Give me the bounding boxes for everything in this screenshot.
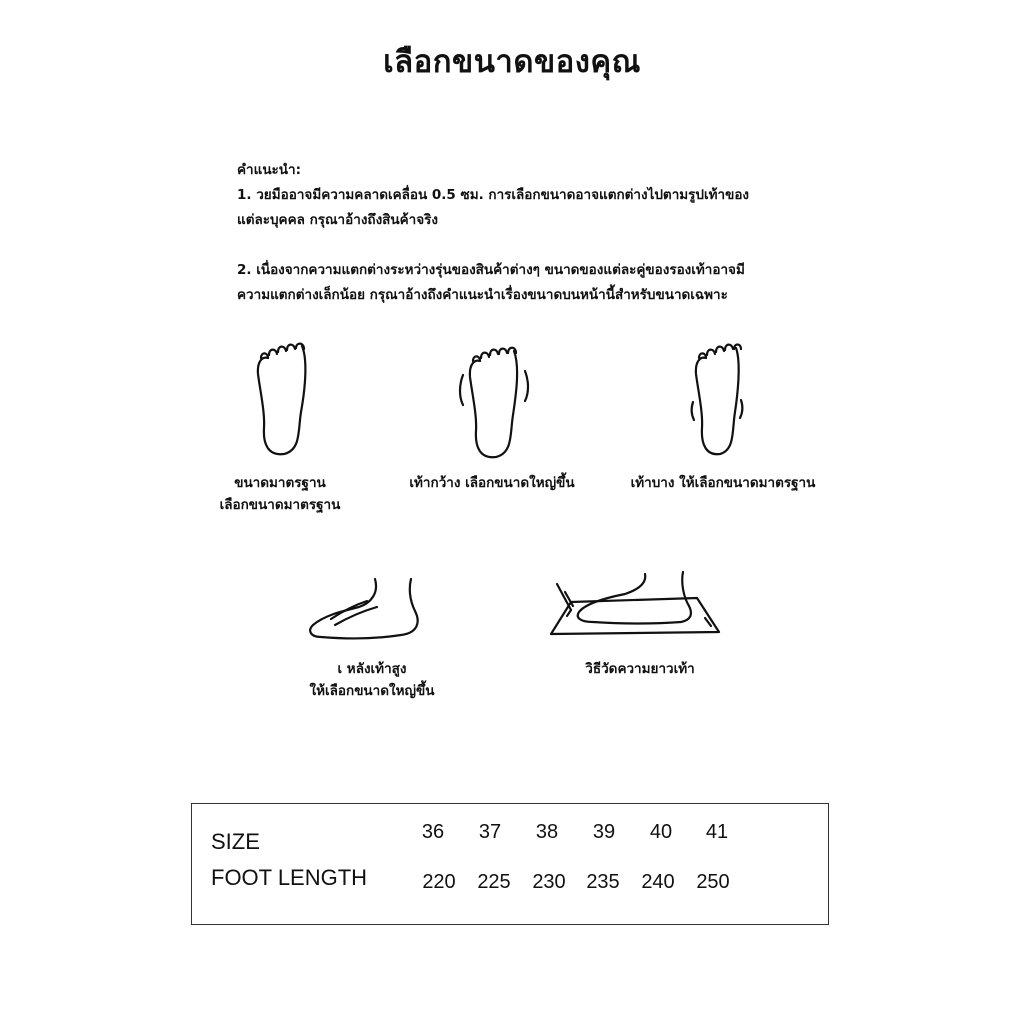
- advice-item-2-line-2: ความแตกต่างเล็กน้อย กรุณาอ้างถึงคำแนะนำเรื่องขนาดบนหน้านี้สำหรับขนาดเฉพาะ: [237, 287, 728, 303]
- advice-item-1-line-2: แต่ละบุคคล กรุณาอ้างถึงสินค้าจริง: [237, 212, 439, 228]
- caption-line: เท้าบาง ให้เลือกขนาดมาตรฐาน: [630, 475, 816, 491]
- advice-item-1-line-1: 1. วยมืออาจมีความคลาดเคลื่อน 0.5 ซม. การเลือกขนาดอาจแตกต่างไปตามรูปเท้าของ: [237, 187, 750, 203]
- caption-line: วิธีวัดความยาวเท้า: [585, 661, 695, 677]
- size-cell: 36: [421, 821, 445, 843]
- caption-line: เท้ากว้าง เลือกขนาดใหญ่ขึ้น: [409, 475, 575, 491]
- high-instep-foot-icon: [305, 575, 425, 645]
- wide-foot-icon: [456, 343, 532, 463]
- advice-item-2-line-1: 2. เนื่องจากความแตกต่างระหว่างรุ่นของสินค้าต่างๆ ขนาดของแต่ละคู่ของรองเท้าอาจมี: [237, 262, 745, 278]
- foot-type-standard-caption: [180, 472, 380, 516]
- size-row-label: SIZE: [211, 829, 260, 854]
- foot-length-cell: 235: [586, 871, 620, 893]
- advice-heading: คำแนะนำ:: [237, 162, 301, 178]
- caption-line: เลือกขนาดมาตรฐาน: [219, 497, 341, 513]
- size-cell: 39: [592, 821, 616, 843]
- size-cell: 38: [535, 821, 559, 843]
- size-cell: 37: [478, 821, 502, 843]
- foot-length-cell: 230: [532, 871, 566, 893]
- foot-length-cell: 250: [696, 871, 730, 893]
- page-title: เลือกขนาดของคุณ: [383, 44, 641, 80]
- foot-length-cell: 240: [641, 871, 675, 893]
- size-cell: 40: [649, 821, 673, 843]
- measure-foot-length-icon: [545, 570, 725, 640]
- foot-type-wide-caption: [392, 472, 592, 494]
- caption-line: ให้เลือกขนาดใหญ่ขึ้น: [309, 683, 435, 699]
- advice-section: [237, 158, 837, 308]
- thin-foot-icon: [688, 340, 748, 460]
- measure-method-caption: [540, 658, 740, 680]
- standard-foot-icon: [252, 340, 312, 460]
- foot-type-thin-caption: [618, 472, 828, 494]
- caption-line: ขนาดมาตรฐาน: [234, 475, 326, 491]
- caption-line: เ หลังเท้าสูง: [337, 661, 407, 677]
- foot-length-cell: 225: [477, 871, 511, 893]
- foot-length-row-label: FOOT LENGTH: [211, 865, 368, 890]
- size-cell: 41: [705, 821, 729, 843]
- foot-length-cell: 220: [422, 871, 456, 893]
- foot-type-high-instep-caption: [272, 658, 472, 702]
